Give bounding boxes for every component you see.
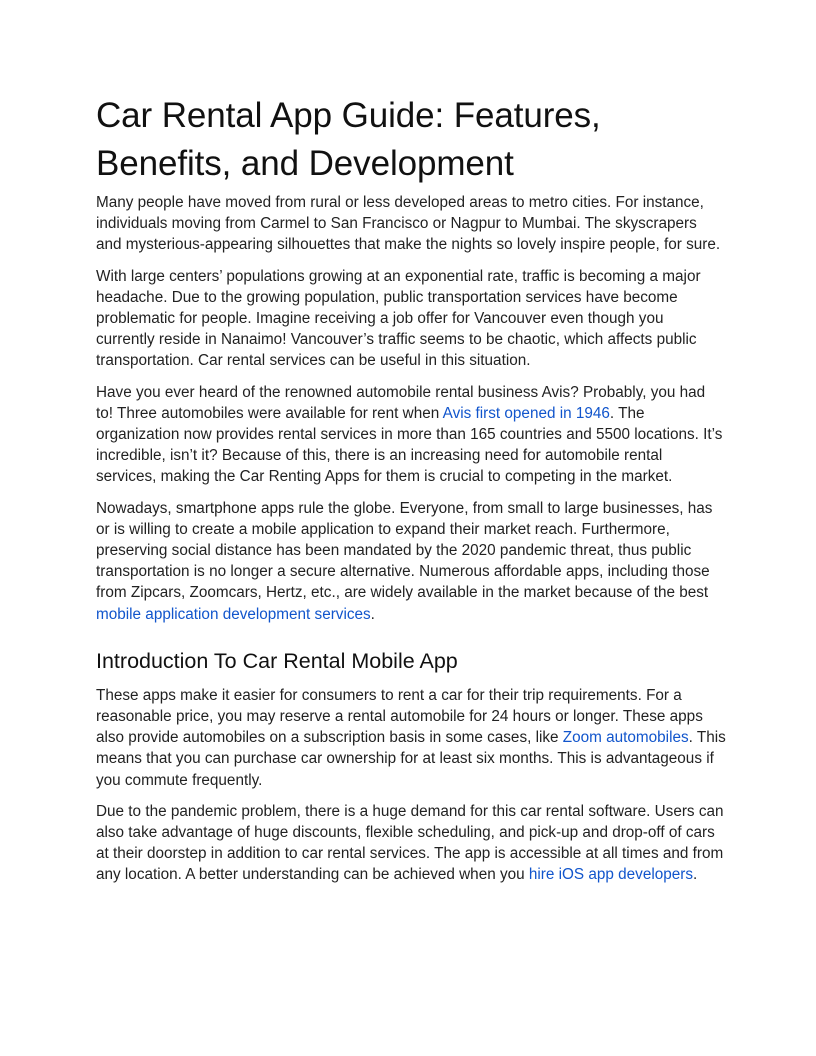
apps-intro-paragraph bbox=[96, 685, 726, 791]
paragraph-text: Nowadays, smartphone apps rule the globe. Everyone, from small to large businesses, has or is willing to create a mobile application to expand their market reach. Furthermore, preserving social distance has been mandated by the 2020 pandemic threat, thus public transportation is no longer a secure alternative. Numerous affordable apps, including those from Zipcars, Zoomcars, Hertz, etc., are widely available in the market because of the best bbox=[96, 499, 713, 602]
paragraph-text: Have you ever heard of the renowned automobile rental business Avis? Probably, you had to! Three automobiles were available for rent when bbox=[96, 383, 706, 422]
smartphone-apps-paragraph bbox=[96, 498, 726, 625]
paragraph-text: . This means that you can purchase car ownership for at least six months. This is advantageous if you commute frequently. bbox=[96, 729, 726, 789]
intro-paragraph: Many people have moved from rural or less developed areas to metro cities. For instance, individuals moving from Carmel to San Francisco or Nagpur to Mumbai. The skyscrapers and mysterious-appearing silhouettes that make the nights so lovely inspire people, for sure. bbox=[96, 194, 721, 254]
paragraph-text: . bbox=[370, 605, 375, 623]
avis-paragraph bbox=[96, 382, 726, 488]
paragraph-text: . bbox=[693, 866, 698, 884]
avis-history-link[interactable]: Avis first opened in 1946 bbox=[442, 404, 610, 422]
traffic-paragraph: With large centers’ populations growing at an exponential rate, traffic is becoming a major headache. Due to the growing population, public transportation services have become problematic for people. Imagine receiving a job offer for Vancouver even though you currently reside in Nanaimo! Vancouver’s traffic seems to be chaotic, which affects public transportation. Car rental services can be useful in this situation. bbox=[96, 267, 701, 370]
hire-ios-developers-link[interactable]: hire iOS app developers bbox=[528, 866, 693, 884]
pandemic-demand-paragraph bbox=[96, 801, 726, 886]
zoom-automobiles-link[interactable]: Zoom automobiles bbox=[562, 729, 689, 747]
paragraph-text: . The organization now provides rental services in more than 165 countries and 5500 locations. It’s incredible, isn’t it? Because of this, there is an increasing need for automobile rental services, making the Car Renting Apps for them is crucial to competing in the market. bbox=[96, 404, 723, 486]
paragraph-text: Due to the pandemic problem, there is a huge demand for this car rental software. Users can also take advantage of huge discounts, flexible scheduling, and pick-up and drop-off of cars at their doorstep in addition to car rental services. The app is accessible at all times and from any location. A better understanding can be achieved when you bbox=[96, 802, 724, 884]
document-page bbox=[96, 92, 726, 896]
mobile-app-development-link[interactable]: mobile application development services bbox=[96, 605, 371, 623]
page-title: Car Rental App Guide: Features, Benefits, and Development bbox=[96, 96, 601, 183]
section-heading: Introduction To Car Rental Mobile App bbox=[96, 648, 458, 673]
paragraph-text: These apps make it easier for consumers to rent a car for their trip requirements. For a reasonable price, you may reserve a rental automobile for 24 hours or longer. These apps also provide automobiles on a subscription basis in some cases, like bbox=[96, 686, 703, 747]
